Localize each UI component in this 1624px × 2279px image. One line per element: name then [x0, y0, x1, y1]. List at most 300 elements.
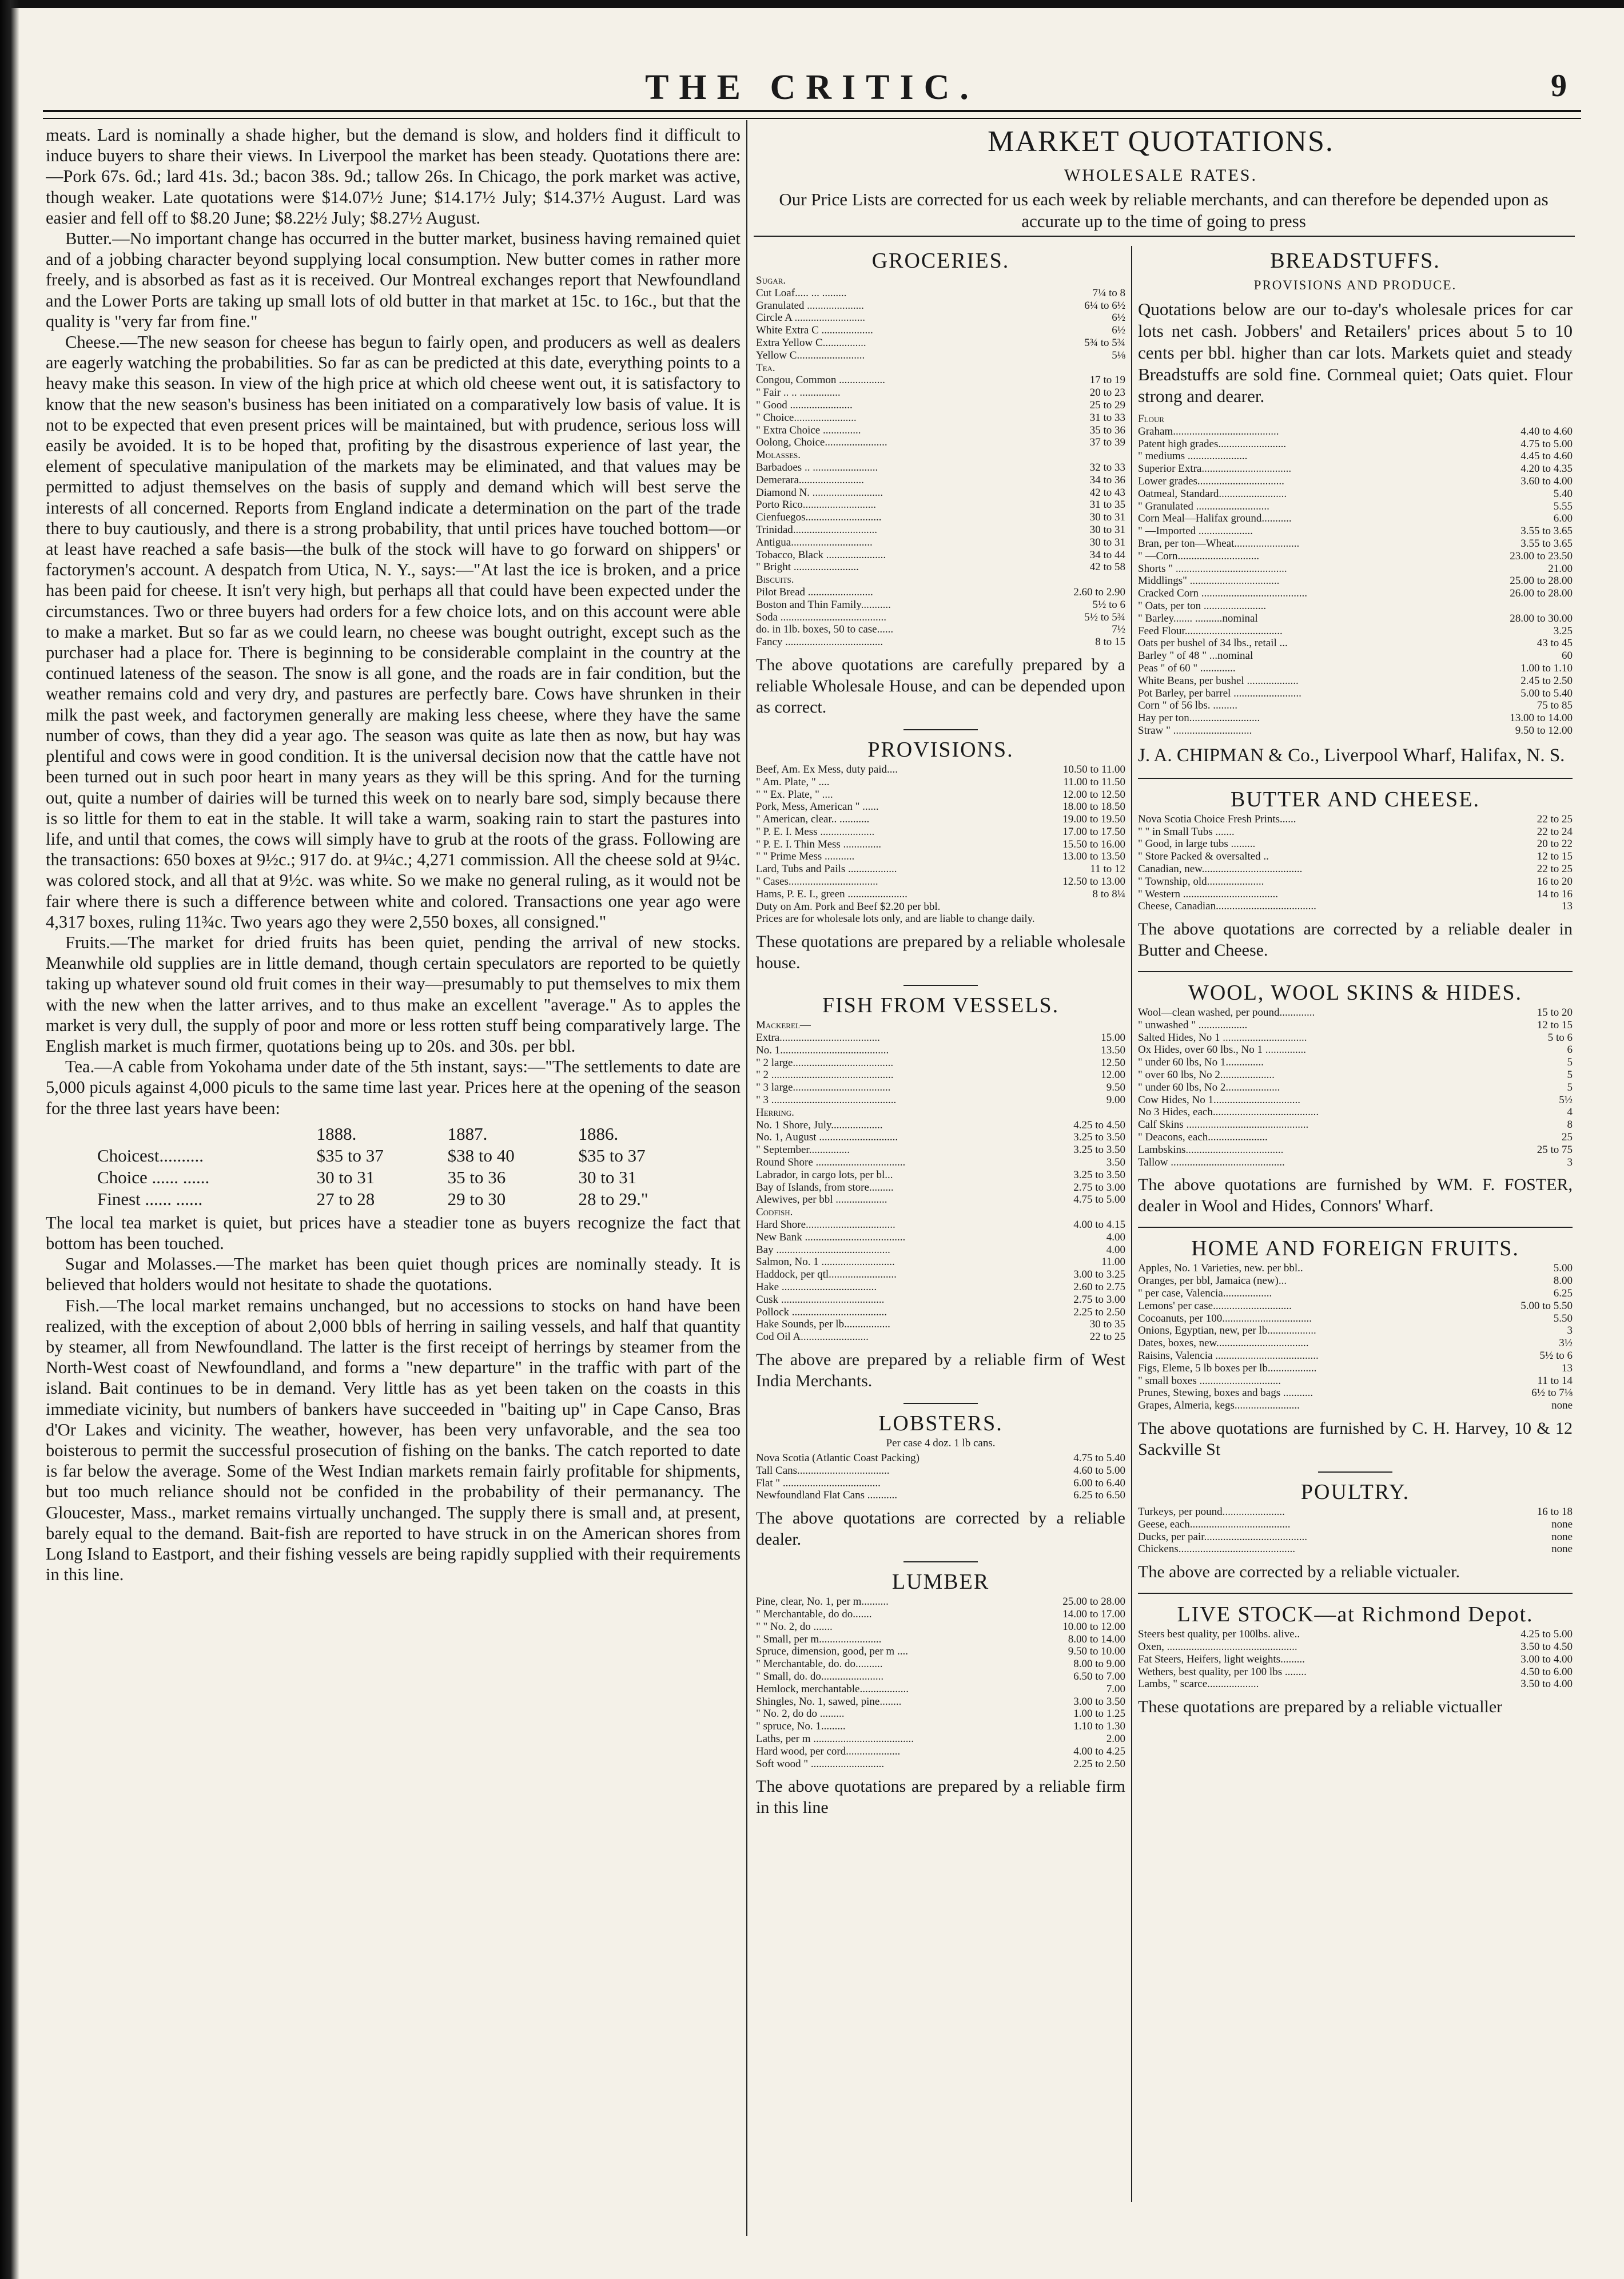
price-row [756, 549, 1125, 562]
item-price: 2.00 [1106, 1732, 1125, 1745]
price-row [756, 1745, 1125, 1758]
item-label: New Bank ..................................... [756, 1231, 906, 1243]
item-label: No. 1, August ............................. [756, 1131, 898, 1144]
item-label: Middlings" ................................. [1138, 575, 1280, 587]
price-row [1138, 725, 1573, 737]
item-label: No. 1........................................ [756, 1044, 889, 1056]
item-label: " unwashed " .................. [1138, 1019, 1248, 1031]
item-price: none [1551, 1399, 1573, 1412]
item-label: " Western ................................... [1138, 888, 1278, 900]
tea-col-label [97, 1123, 317, 1145]
page-number: 9 [1551, 68, 1567, 104]
item-label: Ox Hides, over 60 lbs., No 1 ............... [1138, 1044, 1306, 1056]
price-row [756, 561, 1125, 574]
price-row [756, 1131, 1125, 1144]
item-price: 16 to 20 [1537, 875, 1573, 888]
tea-price: 30 to 31 [578, 1167, 637, 1187]
item-price: 8.00 to 9.00 [1073, 1658, 1125, 1671]
item-price: 10.50 to 11.00 [1062, 763, 1125, 775]
price-row [756, 763, 1125, 776]
item-label: Extra..................................... [756, 1032, 880, 1044]
category-row [756, 362, 1125, 375]
lobsters-title: LOBSTERS. [878, 1411, 1003, 1435]
price-row [1138, 1628, 1573, 1641]
item-price: 31 to 33 [1089, 411, 1125, 424]
item-label: Bay of Islands, from store......... [756, 1181, 894, 1194]
paragraph-cheese: Cheese.—The new season for cheese has begun to fairly open, and producers as well as dealers are eagerly watching the probabilities. So far as can be predicted at this date, everything points to a heavy make this season. In view of the high price at which old cheese went out, it is satisfactory to know that the new season's business has been initiated on a comparatively low basis of value. It is not to be expected that even present prices will be maintained, but with prudence, serious loss will easily be avoided. It is to be hoped that, profiting by the disastrous experience of last year, the element of speculative manipulation of the markets may be eliminated, and that values may be permitted to adjust themselves on the basis of supply and demand which will best serve the interests of all concerned. Reports from England indicate a determination on the part of the trade there to buy cautiously, and there is a strong probability, that until prices have touched bottom—or at least have reached a safe basis—the bulk of the stock will have to go forward on shippers' or factorymen's account. A despatch from Utica, N. Y., says:—"At last the ice is broken, and a price has been paid for cheese. It isn't very high, but perhaps all that could have been expected under the circumstances. Two or three buyers had orders for a few choice lots, and on this account were able to make a market. But so far as we could learn, no cheese was bought outright, except such as the purchaser had a place for. There is beginning to be considerable complaint in the country at the continued lateness of the season. The snow is all gone, and the roads are in fair condition, but the weather remains cold and very dry, and pastures are perfectly bare. Cows have shrunken in their milk the past week, and factorymen generally are making less cheese, where they have the same number of cows, than they did a year ago. The season was quite as late then as now, but hay was plentiful and cows were in good condition. It is the universal decision now that the cattle have not been turned out in such poor heart in many years as they will be this spring. And for the turning out, quite a number of dairies will be turned this week on to nearly bare sod, simply because there is so little for them to eat in the stable. It will take a warm, soaking rain to start the pastures into life, and until that comes, the cows will simply have to grub at the roots of the grass. Following are the transactions: 650 boxes at 9½c.; 917 do. at 9¼c.; 4,271 commission. All the cheese sold at 9¼c. was colored stock, and all that at 9½c. was white. So we make no general ruling, as it would not be fair where there is such a difference between white and colored. Transactions one year ago were 4,317 boxes, ruling 11¾c. Two years ago they were 2,550 boxes, all consigned." [46, 332, 741, 932]
item-price: 13.50 [1101, 1044, 1125, 1056]
tea-table-header [97, 1123, 715, 1145]
item-label: " " in Small Tubs ....... [1138, 825, 1235, 838]
item-label: Antigua.............................. [756, 536, 873, 548]
item-label: " spruce, No. 1......... [756, 1720, 846, 1733]
provisions-table [756, 763, 1125, 925]
note-row [756, 901, 1125, 913]
item-price: 5½ to 5¾ [1084, 611, 1125, 623]
market-report-article [46, 125, 741, 2241]
wool-table [1138, 1007, 1573, 1168]
chipman-firm: J. A. CHIPMAN & Co., Liverpool Wharf, Halifax, N. S. [1138, 745, 1565, 766]
item-label: No. 1 Shore, July................... [756, 1119, 883, 1131]
item-price: 5½ to 6 [1539, 1350, 1573, 1362]
price-row [756, 1306, 1125, 1319]
price-row [756, 1256, 1125, 1268]
price-row [1138, 1069, 1573, 1081]
column-divider [746, 120, 747, 2236]
item-price: 17.00 to 17.50 [1062, 825, 1125, 838]
item-label: White Beans, per bushel ................... [1138, 674, 1299, 687]
item-label: " Small, do. do....................... [756, 1670, 884, 1683]
item-price: 30 to 31 [1089, 511, 1125, 524]
item-label: Tall Cans.................................. [756, 1464, 890, 1477]
price-row [1138, 550, 1573, 563]
price-row [1138, 438, 1573, 451]
item-price: 34 to 44 [1089, 548, 1125, 561]
section-rule [1138, 1227, 1573, 1228]
item-price: 12.50 [1101, 1056, 1125, 1069]
price-row [1138, 712, 1573, 725]
item-label: " Small, per m....................... [756, 1633, 882, 1645]
price-row [756, 801, 1125, 813]
price-row [1138, 1262, 1573, 1275]
wool-note: The above quotations are furnished by WM. F. FOSTER, dealer in Wool and Hides, Connors' Wharf. [1138, 1175, 1573, 1216]
item-price: 75 to 85 [1537, 699, 1573, 712]
category-row [1138, 413, 1573, 425]
item-price: 3.50 [1106, 1156, 1125, 1169]
price-row [1138, 826, 1573, 838]
item-price: 3.00 to 4.00 [1520, 1653, 1573, 1665]
item-label: Hard wood, per cord.................... [756, 1745, 901, 1757]
market-rule [754, 236, 1575, 237]
price-row [1138, 463, 1573, 475]
item-price: 11 to 14 [1537, 1374, 1573, 1387]
item-price: 30 to 31 [1089, 523, 1125, 536]
price-row [756, 1331, 1125, 1343]
item-price: 16 to 18 [1537, 1506, 1573, 1518]
category-label: Biscuits. [756, 574, 794, 586]
item-price: 13.00 to 14.00 [1510, 712, 1573, 725]
item-price: 5.55 [1553, 500, 1573, 512]
price-row [1138, 1678, 1573, 1691]
item-price: 5 to 6 [1547, 1031, 1573, 1044]
price-row [756, 499, 1125, 511]
item-label: Laths, per m ..................................... [756, 1732, 914, 1745]
price-row [756, 399, 1125, 412]
price-row [1138, 1275, 1573, 1287]
livestock-table [1138, 1628, 1573, 1691]
item-label: " per case, Valencia.................. [1138, 1287, 1272, 1300]
category-row [756, 1206, 1125, 1219]
item-price: 15 to 20 [1537, 1007, 1573, 1019]
price-row [1138, 687, 1573, 700]
item-price: 12.00 [1101, 1069, 1125, 1081]
lumber-title: LUMBER [891, 1570, 990, 1594]
price-row [1138, 1287, 1573, 1300]
paragraph-sugar: Sugar and Molasses.—The market has been quiet though prices are nominally steady. It is believed that holders would not hesitate to shade the quotations. [46, 1254, 741, 1295]
price-row [756, 776, 1125, 789]
price-row [1138, 1653, 1573, 1666]
price-row [756, 337, 1125, 349]
price-row [1138, 1032, 1573, 1044]
item-label: Peas " of 60 " ............. [1138, 662, 1236, 674]
paragraph-tea: Tea.—A cable from Yokohama under date of the 5th instant, says:—"The settlements to date are 5,000 piculs against 4,000 piculs to the same time last year. Prices here at the opening of the season for the three last years have been: [46, 1057, 741, 1118]
item-price: 6½ to 7⅛ [1531, 1387, 1573, 1399]
price-row [756, 1596, 1125, 1608]
item-label: Fat Steers, Heifers, light weights......... [1138, 1653, 1305, 1665]
price-row [1138, 900, 1573, 913]
item-price: 5.50 [1553, 1312, 1573, 1325]
tea-col-1886: 1886. [578, 1123, 619, 1144]
item-price: 8.00 to 14.00 [1068, 1633, 1125, 1645]
section-rule [1138, 778, 1573, 779]
price-row [756, 1489, 1125, 1502]
price-row [1138, 575, 1573, 587]
price-row [756, 424, 1125, 437]
item-label: Circle A .......................... [756, 312, 866, 324]
item-price: 13 [1562, 900, 1573, 913]
item-price: 17 to 19 [1089, 374, 1125, 387]
item-price: 4.00 to 4.25 [1073, 1745, 1125, 1757]
item-label: Haddock, per qtl......................... [756, 1268, 897, 1281]
price-row [756, 1119, 1125, 1132]
item-price: 12.50 to 13.00 [1062, 876, 1125, 888]
item-label: Grapes, Almeria, kegs........................ [1138, 1399, 1300, 1412]
item-label: Straw " ............................. [1138, 724, 1252, 737]
item-label: Hake ................................... [756, 1281, 877, 1293]
item-price: 11 to 12 [1090, 863, 1125, 876]
price-row [1138, 1518, 1573, 1531]
item-price [1492, 600, 1573, 612]
item-label: Steers best quality, per 100lbs. alive.. [1138, 1628, 1300, 1641]
item-label: Extra Yellow C................ [756, 336, 866, 349]
tea-price: $38 to 40 [447, 1145, 515, 1166]
price-row [1138, 1300, 1573, 1312]
paragraph-fruits: Fruits.—The market for dried fruits has been quiet, pending the arrival of new stocks. Meanwhile old supplies are in little demand, though certain speculators are reported to be quietly taking up whatever sound old fruit comes in their way—presumably to put themselves to mix them with the new when the latter arrives, and to thus make an excellent "average." As to apples the market is very dull, the supply of poor and more or less rotten stuff being comparatively large. The English market is much firmer, quotations being up to 20s. and 30s. per bbl. [46, 932, 741, 1056]
price-row [756, 1696, 1125, 1708]
price-row [1138, 876, 1573, 888]
item-price: 4.25 to 5.00 [1520, 1628, 1573, 1641]
poultry-title: POULTRY. [1300, 1480, 1410, 1505]
price-row [756, 1182, 1125, 1194]
price-row [1138, 600, 1573, 612]
item-price: 7½ [1112, 623, 1125, 636]
price-row [756, 1069, 1125, 1081]
item-label: Hard Shore................................. [756, 1219, 895, 1231]
item-price: 11.00 to 11.50 [1063, 775, 1125, 788]
item-label: Prunes, Stewing, boxes and bags ........... [1138, 1387, 1313, 1399]
price-row [1138, 512, 1573, 525]
item-price: 5⅛ [1112, 349, 1125, 361]
item-price: 5 [1567, 1069, 1573, 1081]
butter-cheese-table [1138, 813, 1573, 913]
price-row [756, 287, 1125, 300]
item-price: 5½ [1559, 1093, 1573, 1106]
item-price: 9.00 [1106, 1094, 1125, 1107]
item-price: 5.00 to 5.50 [1520, 1299, 1573, 1312]
item-label: Pork, Mess, American " ...... [756, 801, 879, 813]
item-label: Granulated ..................... [756, 299, 864, 312]
price-row [756, 1708, 1125, 1720]
item-label: Oatmeal, Standard......................... [1138, 487, 1287, 500]
item-label: " Granulated ........................... [1138, 500, 1269, 512]
item-price: 14.00 to 17.00 [1062, 1608, 1125, 1620]
price-row [1138, 1641, 1573, 1653]
item-label: " small boxes .............................. [1138, 1374, 1281, 1387]
item-price: 3.00 to 3.25 [1073, 1268, 1125, 1281]
item-label: Barbadoes .. ........................ [756, 461, 878, 474]
item-label: Salted Hides, No 1 ............................... [1138, 1031, 1307, 1044]
item-label: Soda ....................................... [756, 611, 886, 623]
item-price: 13.00 to 13.50 [1062, 850, 1125, 863]
table-row [97, 1188, 715, 1210]
price-row [756, 1683, 1125, 1696]
header-rule [43, 110, 1581, 119]
category-label: Sugar. [756, 275, 786, 287]
item-label: Pilot Bread ........................ [756, 586, 873, 598]
tea-grade: Choicest.......... [97, 1145, 204, 1166]
price-row [756, 1621, 1125, 1633]
item-label: Lower grades................................ [1138, 475, 1284, 487]
poultry-table [1138, 1506, 1573, 1556]
item-label: Lambs, " scarce................... [1138, 1678, 1259, 1691]
provisions-note: These quotations are prepared by a reliable wholesale house. [756, 932, 1125, 973]
item-label: Bay .......................................... [756, 1243, 890, 1256]
item-price: 2.60 to 2.90 [1073, 586, 1125, 598]
breadstuffs-subtitle: PROVISIONS AND PRODUCE. [1253, 278, 1457, 292]
price-row [1138, 1337, 1573, 1350]
item-label: Tobacco, Black ...................... [756, 548, 886, 561]
item-price: 15.00 [1101, 1032, 1125, 1044]
item-label: Cut Loaf..... ... ......... [756, 287, 847, 299]
item-price: 2.75 to 3.00 [1073, 1181, 1125, 1194]
section-rule [903, 729, 978, 730]
section-rule [903, 1561, 978, 1562]
price-row [1138, 1119, 1573, 1131]
item-price: 4.75 to 5.00 [1520, 437, 1573, 450]
item-price: 1.10 to 1.30 [1073, 1720, 1125, 1733]
tea-price: 35 to 36 [447, 1167, 506, 1187]
lobsters-per-case: Per case 4 doz. 1 lb cans. [886, 1437, 996, 1449]
item-price: 25 [1562, 1131, 1573, 1144]
paragraph-local-tea: The local tea market is quiet, but prices have a steadier tone as buyers recognize the fact that bottom has been touched. [46, 1212, 741, 1253]
market-column-left [756, 246, 1125, 2202]
item-label: Dates, boxes, new.................................. [1138, 1337, 1309, 1350]
price-row [756, 1244, 1125, 1256]
tea-price: 27 to 28 [316, 1188, 375, 1209]
groceries-note: The above quotations are carefully prepared by a reliable Wholesale House, and can be depended upon as correct. [756, 655, 1125, 717]
livestock-title: LIVE STOCK—at Richmond Depot. [1177, 1602, 1534, 1627]
item-price: 42 to 58 [1089, 561, 1125, 574]
category-label: Codfish. [756, 1206, 793, 1219]
item-label: Hake Sounds, per lb................. [756, 1318, 890, 1331]
paragraph-fish: Fish.—The local market remains unchanged, but no accessions to stocks on hand have been realized, with the exception of about 2,000 bbls of herring in sailing vessels, and half that quantity by steamer, all from Newfoundland. The latter is the first receipt of herrings by steamer from the North-West coast of Newfoundland, and forms a "new departure" in the traffic with part of the island. Bait continues to be in demand. Very little has as yet been taken on the coasts in this immediate vicinity, but numbers of bankers have succeeded in "baiting up" in Cape Canso, Bras d'Or Lakes and vicinity. The weather, however, has been very unfavorable, and the sea too boisterous to permit the successful prosecution of fishing on the banks. The catch reported to date is far below the average. Some of the West Indian markets remain fairly profitable for shipments, but too much reliance should not be confided in the probability of their permanancy. The Gloucester, Mass., market remains virtually unchanged. The supply there is small and, at present, barely equal to the demand. Bait-fish are reported to have struck in on the American shores from Long Island to Eastport, and their fishing vessels are being rapidly supplied with their requirements in this line. [46, 1295, 741, 1585]
item-price: 35 to 36 [1089, 424, 1125, 436]
item-price: 5 [1567, 1081, 1573, 1093]
price-row [756, 1144, 1125, 1156]
item-label: do. in 1lb. boxes, 50 to case...... [756, 623, 894, 636]
lobsters-note: The above quotations are corrected by a reliable dealer. [756, 1509, 1125, 1549]
item-label: Trinidad............................... [756, 523, 878, 536]
item-price: 22 to 25 [1537, 862, 1573, 875]
item-price: 8.00 [1553, 1275, 1573, 1287]
price-row [1138, 637, 1573, 650]
price-row [756, 524, 1125, 536]
paragraph-butter: Butter.—No important change has occurred in the butter market, business having remained quiet and of a jobbing character beyond supplying local consumption. New butter comes in rather more freely, and is absorbed as fast as it is received. Our Montreal exchanges report that Newfoundland and the Lower Ports are taking up small lots of old butter in that market at 15c. to 16c., but that the quality is "very far from fine." [46, 229, 741, 331]
price-row [756, 1720, 1125, 1733]
item-label: Pot Barley, per barrel ......................... [1138, 687, 1301, 699]
item-label: Cienfuegos............................ [756, 511, 882, 524]
table-note: Duty on Am. Pork and Beef $2.20 per bbl. [756, 900, 941, 913]
item-label: Wool—clean washed, per pound............. [1138, 1007, 1315, 1019]
item-label: " " Ex. Plate, " .... [756, 788, 833, 801]
item-label: " under 60 lbs, No 2.................... [1138, 1081, 1280, 1093]
breadstuffs-title: BREADSTUFFS. [1270, 249, 1440, 273]
price-row [756, 1281, 1125, 1294]
item-price: 22 to 25 [1089, 1331, 1125, 1343]
item-price: 34 to 36 [1089, 474, 1125, 486]
price-row [756, 1194, 1125, 1206]
price-row [1138, 1387, 1573, 1399]
item-price: 5.00 [1553, 1262, 1573, 1275]
category-row [756, 1019, 1125, 1032]
provisions-title: PROVISIONS. [867, 737, 1014, 762]
price-row [756, 789, 1125, 801]
item-label: Oats per bushel of 34 lbs., retail ... [1138, 637, 1288, 650]
item-price: 2.60 to 2.75 [1073, 1281, 1125, 1293]
item-price: 6.00 [1553, 512, 1573, 525]
item-price: 5.00 to 5.40 [1520, 687, 1573, 699]
price-row [1138, 1081, 1573, 1094]
item-label: Turkeys, per pound....................... [1138, 1506, 1285, 1518]
item-label: " Oats, per ton ....................... [1138, 599, 1267, 612]
breadstuffs-table [1138, 413, 1573, 737]
price-row [1138, 662, 1573, 675]
item-label: Hams, P. E. I., green ...................... [756, 888, 907, 900]
item-label: Shingles, No. 1, sawed, pine........ [756, 1695, 902, 1708]
item-label: " Am. Plate, " .... [756, 775, 830, 788]
item-price: 8 to 8¼ [1092, 888, 1125, 900]
price-row [756, 349, 1125, 362]
item-label: " Cases................................. [756, 876, 878, 888]
price-row [1138, 1312, 1573, 1325]
item-price: 4.60 to 5.00 [1073, 1464, 1125, 1477]
price-row [756, 1294, 1125, 1306]
tea-price: $35 to 37 [578, 1145, 646, 1166]
item-price: 23.00 to 23.50 [1510, 550, 1573, 562]
item-label: Hemlock, merchantable.................. [756, 1683, 909, 1695]
item-price: 6.50 to 7.00 [1073, 1670, 1125, 1683]
lobsters-table [756, 1452, 1125, 1502]
item-price: 8 to 15 [1095, 636, 1125, 649]
item-label: " " Prime Mess ........... [756, 850, 855, 863]
item-label: Feed Flour.................................... [1138, 625, 1283, 637]
item-price: 37 to 39 [1089, 436, 1125, 449]
tea-price: 30 to 31 [316, 1167, 375, 1187]
section-rule [1138, 971, 1573, 972]
price-row [756, 1477, 1125, 1490]
item-price: 3.50 to 4.50 [1520, 1641, 1573, 1653]
item-price: 18.00 to 18.50 [1062, 801, 1125, 813]
item-price: 28.00 to 30.00 [1510, 612, 1573, 625]
item-price: 6.25 [1553, 1287, 1573, 1300]
item-price: 31 to 35 [1089, 499, 1125, 511]
item-label: Tallow .......................................... [1138, 1156, 1285, 1168]
item-price: 3 [1567, 1156, 1573, 1168]
breadstuffs-intro: Quotations below are our to-day's wholesale prices for car lots net cash. Jobbers' and Retailers' prices about 5 to 10 cents per bbl. higher than car lots. Markets quiet and steady Breadstuffs are sold fine. Cornmeal quiet; Oats quiet. Flour strong and dearer. [1138, 299, 1573, 406]
item-label: " " No. 2, do ....... [756, 1620, 833, 1633]
item-label: Spruce, dimension, good, per m .... [756, 1645, 908, 1658]
wool-title: WOOL, WOOL SKINS & HIDES. [1188, 981, 1523, 1005]
price-row [1138, 838, 1573, 850]
price-row [756, 312, 1125, 324]
category-row [756, 449, 1125, 462]
item-label: " No. 2, do do ......... [756, 1708, 845, 1720]
price-row [1138, 863, 1573, 876]
item-price: 3.25 to 3.50 [1073, 1131, 1125, 1144]
price-row [1138, 450, 1573, 463]
price-row [756, 436, 1125, 449]
item-label: " 2 large..................................... [756, 1056, 894, 1069]
item-price: 2.45 to 2.50 [1520, 674, 1573, 687]
item-price: 9.50 to 10.00 [1068, 1645, 1125, 1658]
price-row [1138, 850, 1573, 863]
item-price: 3.50 to 4.00 [1520, 1678, 1573, 1691]
price-row [756, 1318, 1125, 1331]
price-row [1138, 1666, 1573, 1679]
item-label: Canadian, new..................................... [1138, 862, 1303, 875]
item-label: " Merchantable, do. do.......... [756, 1658, 883, 1671]
market-column-divider [1131, 246, 1132, 2202]
item-label: Geese, each..................................... [1138, 1518, 1291, 1530]
price-row [1138, 425, 1573, 438]
price-row [756, 1057, 1125, 1069]
item-price: 4.45 to 4.60 [1520, 450, 1573, 463]
item-price: 43 to 45 [1537, 637, 1573, 650]
price-row [1138, 500, 1573, 513]
market-intro: Our Price Lists are corrected for us each week by reliable merchants, and can therefore be depended upon as accurate up to the time of going to press [779, 189, 1549, 231]
item-label: Cow Hides, No 1................................ [1138, 1093, 1300, 1106]
item-label: Cracked Corn ....................................... [1138, 587, 1308, 600]
tea-price: 28 to 29." [578, 1188, 648, 1209]
groceries-table [756, 275, 1125, 649]
price-row [756, 387, 1125, 399]
item-price: 9.50 [1106, 1081, 1125, 1094]
item-label: Calf Skins ............................................. [1138, 1119, 1309, 1131]
item-label: Lambskins.................................... [1138, 1143, 1284, 1156]
item-label: Corn Meal—Halifax ground........... [1138, 512, 1292, 525]
price-row [756, 826, 1125, 838]
item-price: none [1551, 1530, 1573, 1543]
